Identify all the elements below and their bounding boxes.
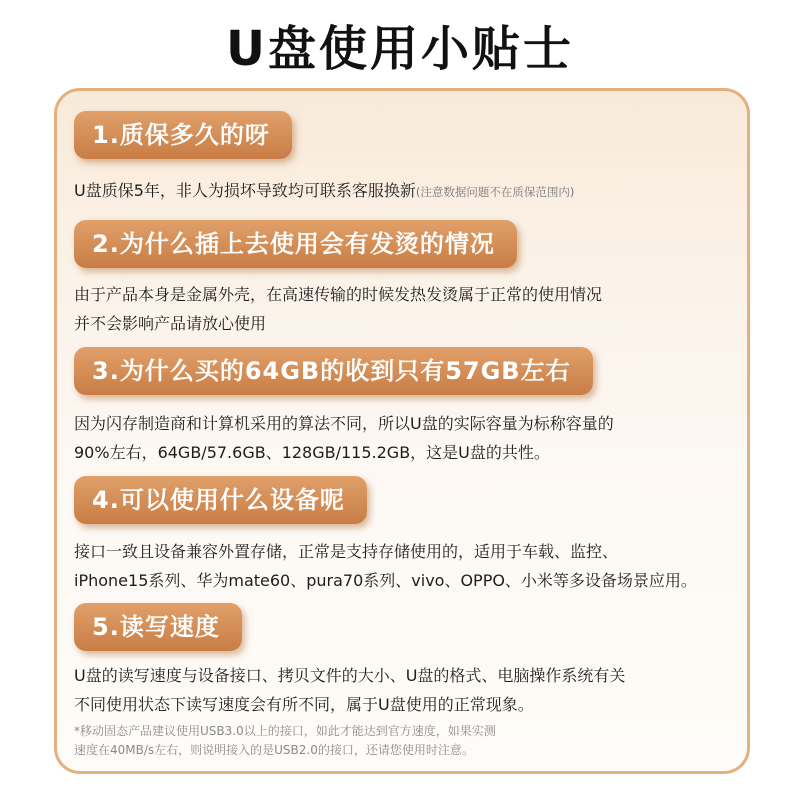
page-title: U盘使用小贴士 — [226, 21, 574, 77]
section-2-line-1: 由于产品本身是金属外壳，在高速传输的时候发热发烫属于正常的使用情况 — [74, 285, 603, 304]
section-2-heading: 2.为什么插上去使用会有发烫的情况 — [74, 220, 517, 268]
section-3-line-2: 90%左右，64GB/57.6GB、128GB/115.2GB，这是U盘的共性。 — [74, 443, 550, 462]
section-4-line-1: 接口一致且设备兼容外置存储，正常是支持存储使用的，适用于车载、监控、 — [74, 542, 619, 561]
section-2-line-2: 并不会影响产品请放心使用 — [74, 314, 267, 333]
section-1-heading: 1.质保多久的呀 — [74, 111, 292, 159]
section-5-heading: 5.读写速度 — [74, 603, 242, 651]
section-4-heading: 4.可以使用什么设备呢 — [74, 476, 367, 524]
section-1-text — [74, 176, 754, 207]
section-3-heading: 3.为什么买的64GB的收到只有57GB左右 — [74, 347, 593, 395]
section-5-line-1: U盘的读写速度与设备接口、拷贝文件的大小、U盘的格式、电脑操作系统有关 — [74, 666, 626, 685]
footnote — [74, 722, 694, 760]
footnote-line-1: *移动固态产品建议使用USB3.0以上的接口，如此才能达到官方速度，如果实测 — [74, 724, 496, 738]
section-4-line-2: iPhone15系列、华为mate60、pura70系列、vivo、OPPO、小米等多设备场景应用。 — [74, 571, 697, 590]
footnote-line-2: 速度在40MB/s左右，则说明接入的是USB2.0的接口，还请您使用时注意。 — [74, 743, 474, 757]
section-1-note: (注意数据问题不在质保范围内) — [415, 185, 575, 199]
section-5-line-2: 不同使用状态下读写速度会有所不同，属于U盘使用的正常现象。 — [74, 695, 534, 714]
section-3-line-1: 因为闪存制造商和计算机采用的算法不同，所以U盘的实际容量为标称容量的 — [74, 414, 614, 433]
section-1-line-1: U盘质保5年，非人为损坏导致均可联系客服换新 — [74, 181, 416, 200]
